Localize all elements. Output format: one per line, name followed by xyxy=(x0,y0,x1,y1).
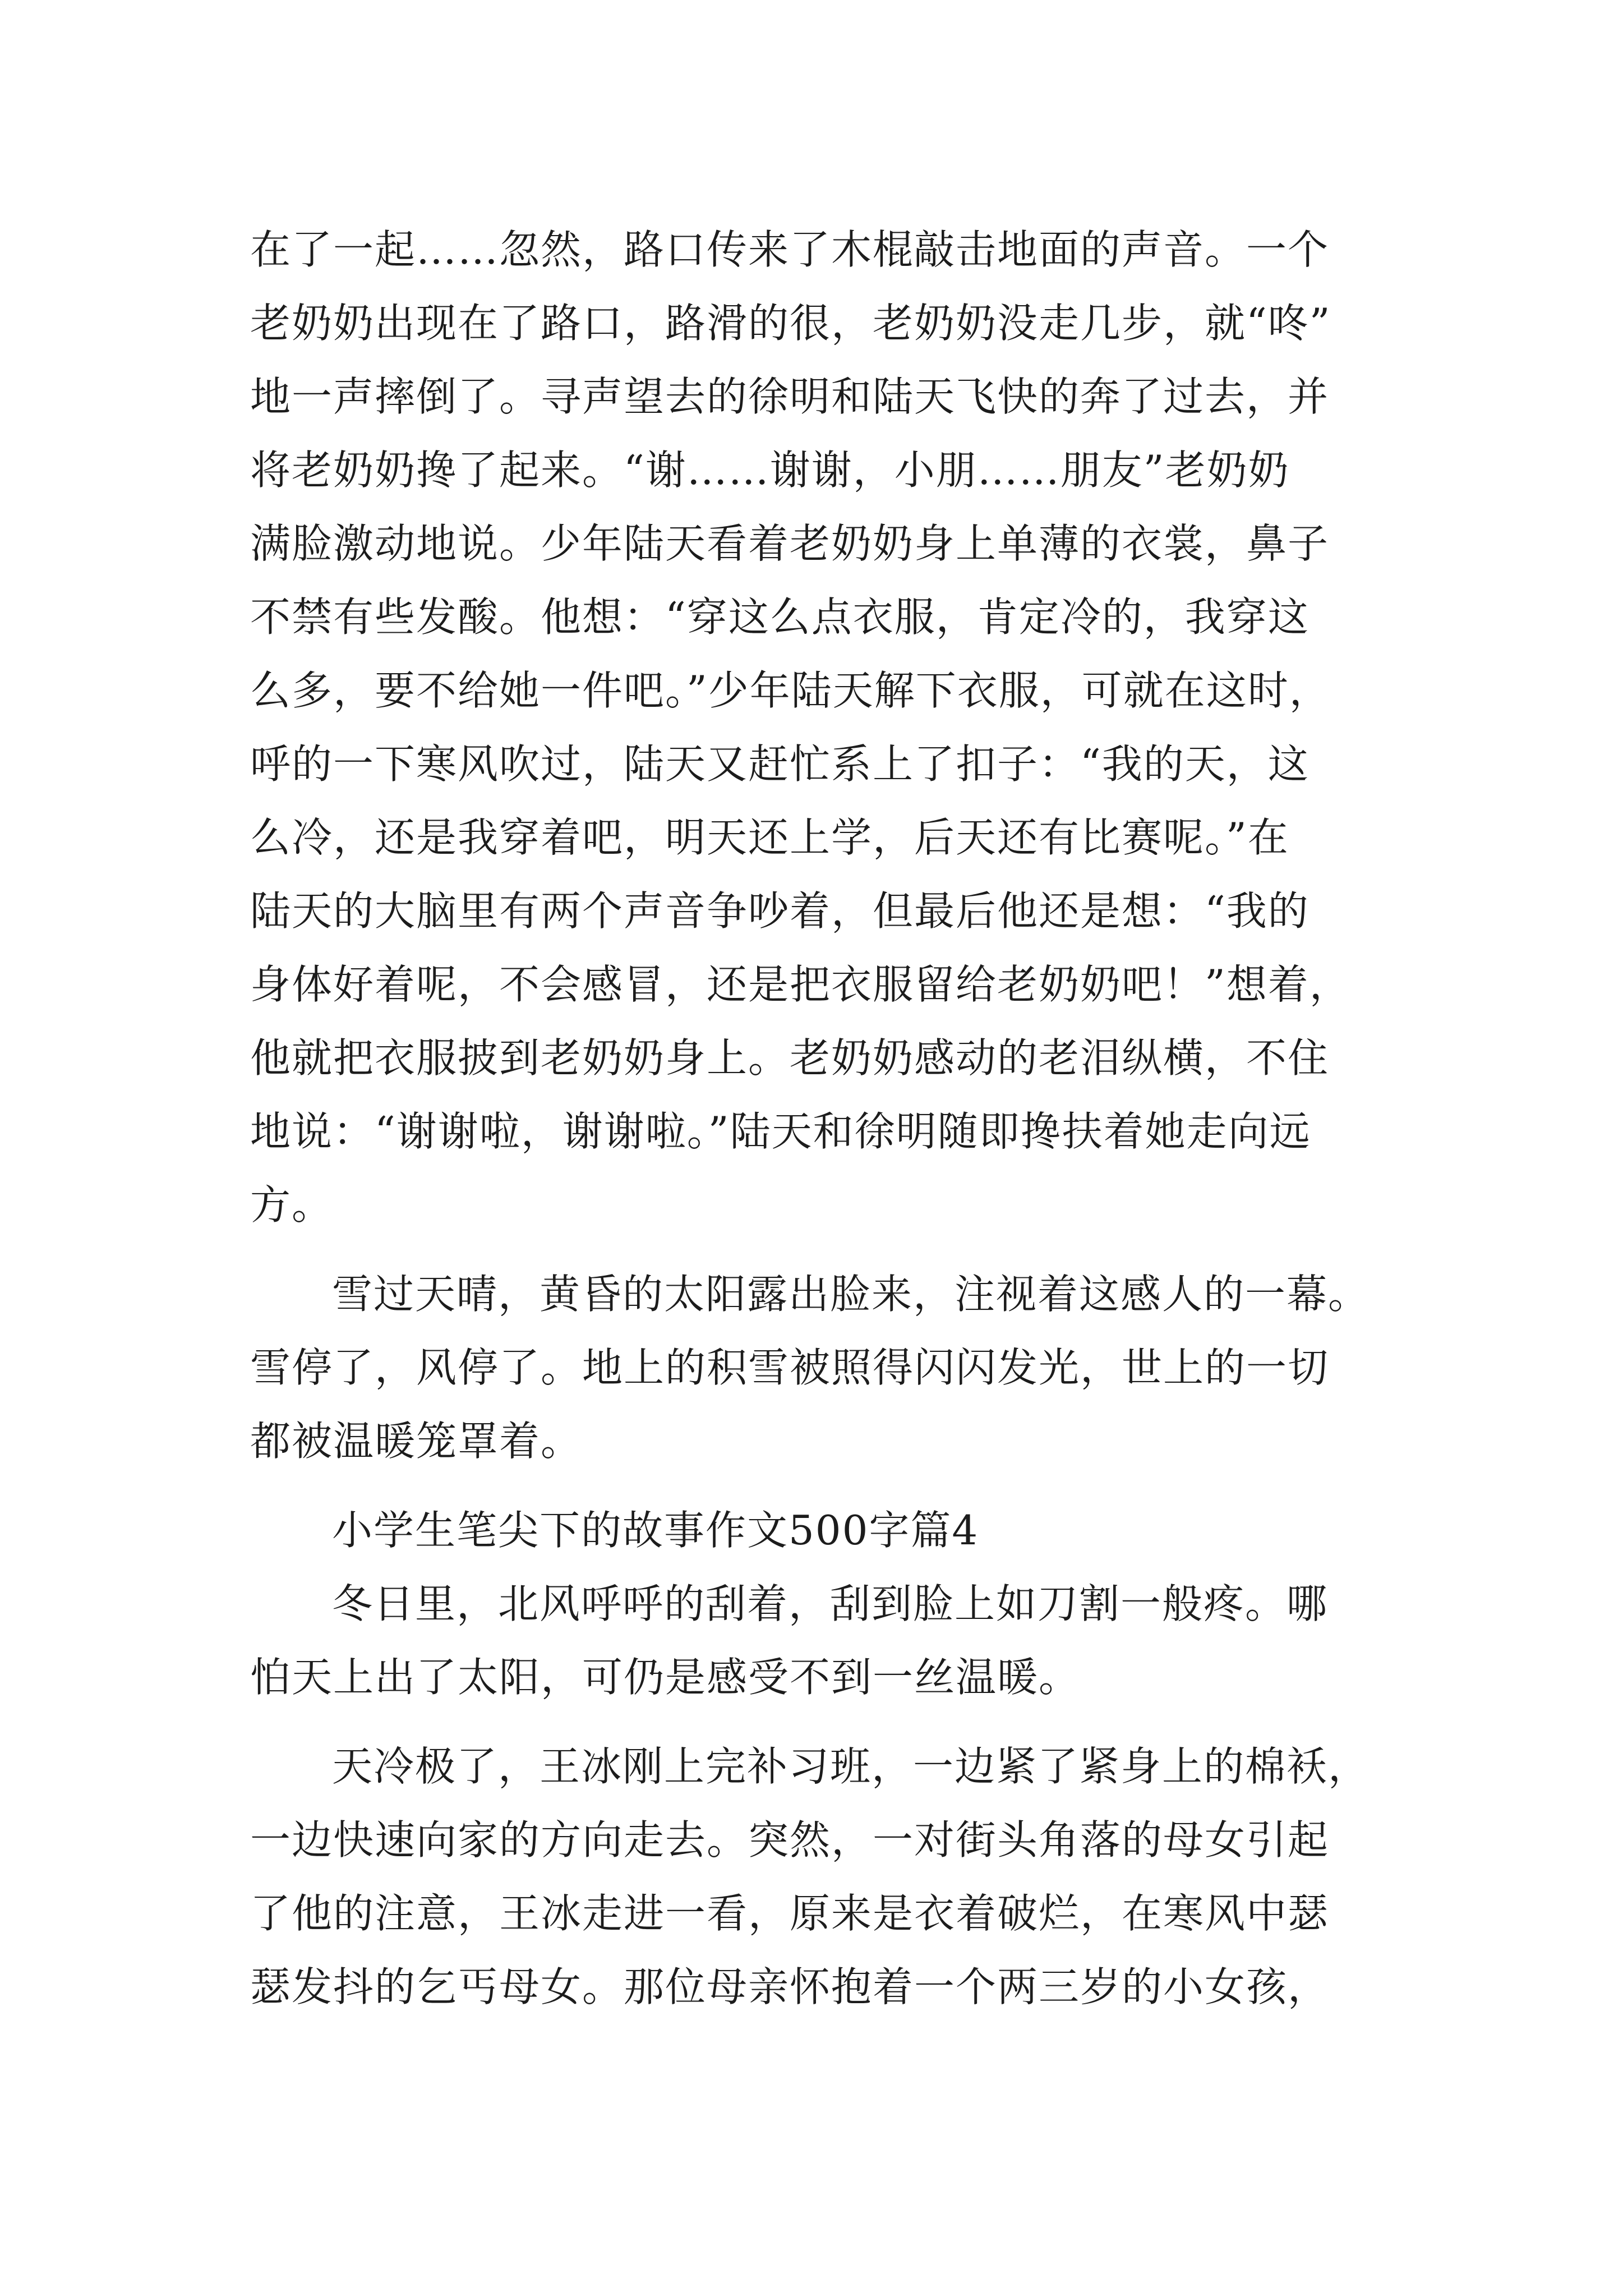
text-line: 不禁有些发酸。他想：“穿这么点衣服，肯定冷的，我穿这 xyxy=(250,593,1310,641)
heading-text: 小学生笔尖下的故事作文500字篇4 xyxy=(332,1507,979,1554)
text-line: 他就把衣服披到老奶奶身上。老奶奶感动的老泪纵横，不住 xyxy=(250,1034,1330,1082)
text-line: 地一声摔倒了。寻声望去的徐明和陆天飞快的奔了过去，并 xyxy=(250,373,1330,420)
section-heading xyxy=(250,1494,1394,1567)
text-line: 陆天的大脑里有两个声音争吵着，但最后他还是想：“我的 xyxy=(250,887,1310,935)
text-line: 呼的一下寒风吹过，陆天又赶忙系上了扣子：“我的天，这 xyxy=(250,740,1310,788)
text-line: 瑟发抖的乞丐母女。那位母亲怀抱着一个两三岁的小女孩， xyxy=(250,1963,1330,2010)
text-line: 都被温暖笼罩着。 xyxy=(250,1418,583,1465)
text-line: 天冷极了，王冰刚上完补习班，一边紧了紧身上的棉袄， xyxy=(332,1743,1370,1790)
paragraph-spacer xyxy=(250,1714,1394,1730)
text-line: 怕天上出了太阳，可仍是感受不到一丝温暖。 xyxy=(250,1654,1081,1701)
paragraph-spacer xyxy=(250,1242,1394,1258)
paragraph-2 xyxy=(250,1258,1394,1478)
text-line: 方。 xyxy=(250,1181,334,1228)
text-line: 老奶奶出现在了路口，路滑的很，老奶奶没走几步，就“咚” xyxy=(250,300,1331,347)
text-line: 地说：“谢谢啦，谢谢啦。”陆天和徐明随即搀扶着她走向远 xyxy=(250,1108,1311,1155)
text-line: 身体好着呢，不会感冒，还是把衣服留给老奶奶吧！”想着， xyxy=(250,961,1351,1008)
text-line: 满脸激动地说。少年陆天看着老奶奶身上单薄的衣裳，鼻子 xyxy=(250,520,1330,567)
text-line: 雪停了，风停了。地上的积雪被照得闪闪发光，世上的一切 xyxy=(250,1344,1330,1391)
text-line: 了他的注意，王冰走进一看，原来是衣着破烂，在寒风中瑟 xyxy=(250,1890,1330,1937)
paragraph-spacer xyxy=(250,1478,1394,1494)
text-line: 雪过天晴，黄昏的太阳露出脸来，注视着这感人的一幕。 xyxy=(332,1271,1370,1318)
document-body xyxy=(250,213,1394,2024)
paragraph-4 xyxy=(250,1730,1394,2024)
text-line: 么冷，还是我穿着吧，明天还上学，后天还有比赛呢。”在 xyxy=(250,814,1289,861)
text-line: 么多，要不给她一件吧。”少年陆天解下衣服，可就在这时， xyxy=(250,667,1331,714)
text-line: 将老奶奶搀了起来。“谢……谢谢，小朋……朋友”老奶奶 xyxy=(250,447,1290,494)
paragraph-1 xyxy=(250,213,1394,1242)
text-line: 在了一起……忽然，路口传来了木棍敲击地面的声音。一个 xyxy=(250,226,1330,273)
text-line: 冬日里，北风呼呼的刮着，刮到脸上如刀割一般疼。哪 xyxy=(332,1580,1329,1627)
paragraph-3 xyxy=(250,1567,1394,1714)
text-line: 一边快速向家的方向走去。突然，一对街头角落的母女引起 xyxy=(250,1816,1330,1864)
